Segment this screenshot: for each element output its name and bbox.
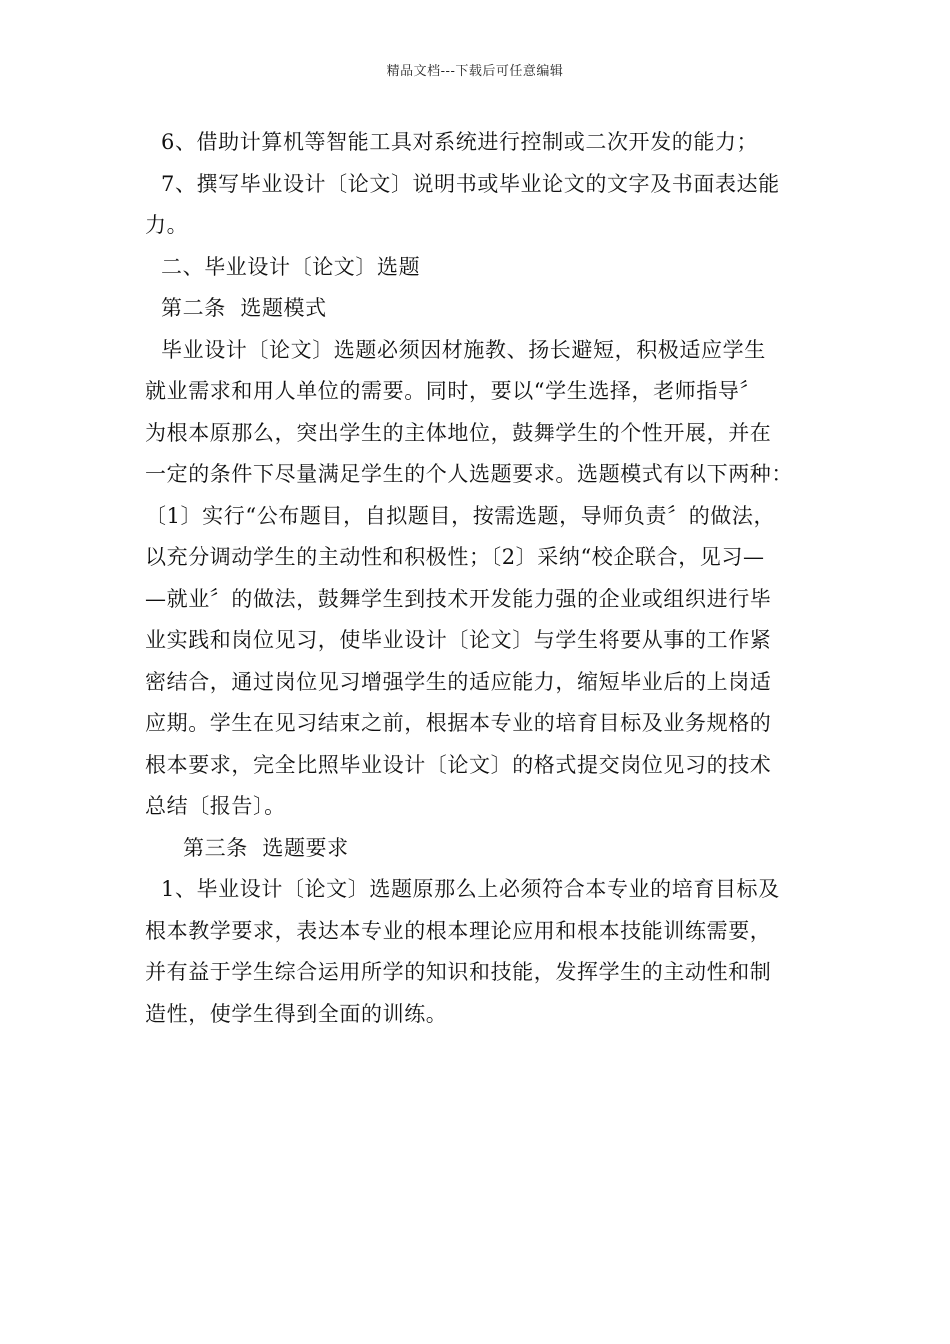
document-body [145,122,805,1035]
text-line: 并有益于学生综合运用所学的知识和技能，发挥学生的主动性和制 [145,960,772,984]
text-line: 力。 [145,213,189,237]
text-line: 7、撰写毕业设计〔论文〕说明书或毕业论文的文字及书面表达能 [161,171,780,196]
text-line: 〔1〕实行“公布题目，自拟题目，按需选题，导师负责〞的做法， [145,503,776,528]
text-line: 密结合，通过岗位见习增强学生的适应能力，缩短毕业后的上岗适 [145,669,772,694]
text-line: —就业〞的做法，鼓舞学生到技术开发能力强的企业或组织进行毕 [145,586,772,611]
page-header: 精品文档---下载后可任意编辑 [386,64,564,79]
text-line: 根本要求，完全比照毕业设计〔论文〕的格式提交岗位见习的技术 [145,752,772,777]
article-heading: 第二条 选题模式 [161,296,327,320]
text-line: 一定的条件下尽量满足学生的个人选题要求。选题模式有以下两种： [145,462,793,486]
text-line: 总结〔报告〕。 [145,794,286,818]
article-heading: 第三条 选题要求 [183,835,349,860]
text-line: 以充分调动学生的主动性和积极性；〔2〕采纳“校企联合，见习— [145,545,765,569]
text-line: 造性，使学生得到全面的训练。 [145,1001,448,1026]
text-line: 就业需求和用人单位的需要。同时，要以“学生选择，老师指导〞 [145,379,762,403]
text-line: 6、借助计算机等智能工具对系统进行控制或二次开发的能力； [161,130,759,154]
text-line: 1、毕业设计〔论文〕选题原那么上必须符合本专业的培育目标及 [161,877,780,901]
text-line: 根本教学要求，表达本专业的根本理论应用和根本技能训练需要， [145,918,772,943]
text-line: 应期。学生在见习结束之前，根据本专业的培育目标及业务规格的 [145,711,772,735]
section-heading: 二、毕业设计〔论文〕选题 [161,254,421,279]
text-line: 为根本原那么，突出学生的主体地位，鼓舞学生的个性开展，并在 [145,420,772,445]
text-line: 业实践和岗位见习，使毕业设计〔论文〕与学生将要从事的工作紧 [145,628,772,652]
text-line: 毕业设计〔论文〕选题必须因材施教、扬长避短，积极适应学生 [161,337,766,362]
